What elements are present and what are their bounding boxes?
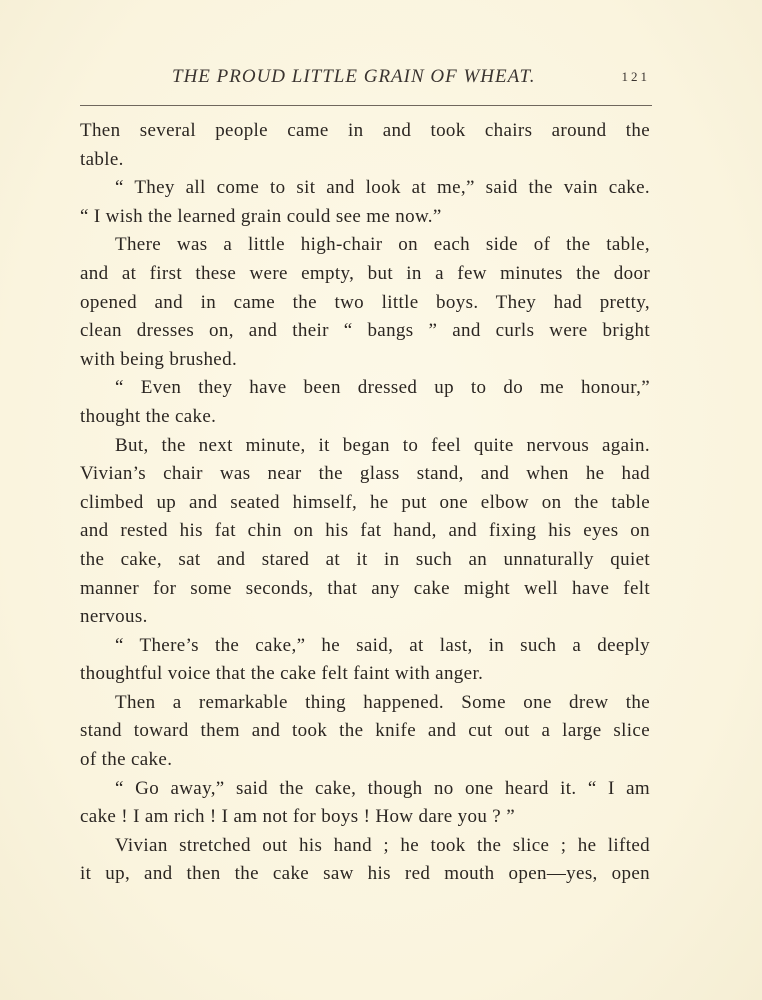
text-line: “ There’s the cake,” he said, at last, in such a deeply bbox=[115, 634, 650, 656]
text-line: Then several people came in and took chairs around the bbox=[80, 120, 650, 141]
page-number: 121 bbox=[621, 69, 650, 84]
text-line: and rested his fat chin on his fat hand, and fixing his eyes on bbox=[80, 520, 650, 542]
text-line: it up, and then the cake saw his red mouth open—yes, open bbox=[80, 863, 650, 885]
text-line: nervous. bbox=[80, 606, 148, 628]
text-line: manner for some seconds, that any cake might well have felt bbox=[80, 577, 650, 599]
text-line: the cake, sat and stared at it in such an unnaturally quiet bbox=[80, 548, 650, 570]
text-line: Vivian stretched out his hand ; he took the slice ; he lifted bbox=[115, 834, 650, 856]
text-line: cake ! I am rich ! I am not for boys ! How dare you ? ” bbox=[80, 806, 515, 828]
text-line: “ I wish the learned grain could see me now.” bbox=[80, 205, 442, 227]
text-line: clean dresses on, and their “ bangs ” and curls were bright bbox=[80, 320, 650, 342]
text-line: thought the cake. bbox=[80, 405, 217, 427]
body-text bbox=[80, 117, 650, 889]
text-line: table. bbox=[80, 148, 124, 170]
text-line: Vivian’s chair was near the glass stand, and when he had bbox=[80, 463, 650, 485]
text-line: But, the next minute, it began to feel quite nervous again. bbox=[115, 434, 650, 456]
text-line: Then a remarkable thing happened. Some one drew the bbox=[115, 691, 650, 713]
text-line: There was a little high-chair on each side of the table, bbox=[115, 234, 650, 256]
header-rule bbox=[80, 105, 652, 106]
text-line: “ They all come to sit and look at me,” said the vain cake. bbox=[115, 177, 650, 199]
text-line: and at first these were empty, but in a few minutes the door bbox=[80, 262, 650, 284]
text-line: with being brushed. bbox=[80, 348, 238, 370]
running-head bbox=[80, 66, 650, 90]
running-title: THE PROUD LITTLE GRAIN OF WHEAT. bbox=[172, 66, 536, 87]
text-line: climbed up and seated himself, he put one elbow on the table bbox=[80, 491, 650, 513]
text-line: of the cake. bbox=[80, 749, 173, 771]
text-line: thoughtful voice that the cake felt faint with anger. bbox=[80, 663, 484, 685]
text-line: “ Even they have been dressed up to do me honour,” bbox=[115, 377, 650, 399]
text-line: opened and in came the two little boys. They had pretty, bbox=[80, 291, 650, 313]
text-line: stand toward them and took the knife and cut out a large slice bbox=[80, 720, 650, 742]
text-line: “ Go away,” said the cake, though no one heard it. “ I am bbox=[115, 777, 650, 799]
